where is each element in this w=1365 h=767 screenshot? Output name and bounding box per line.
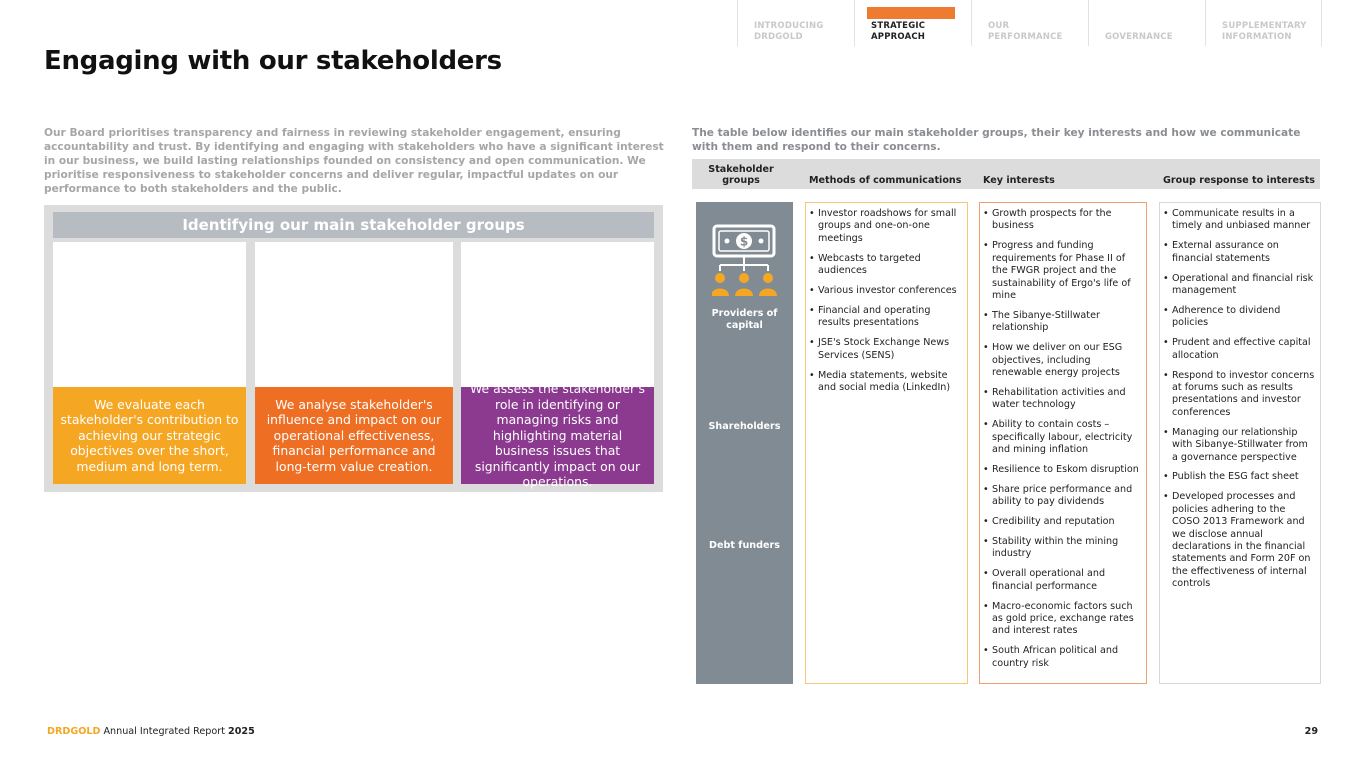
header-groups: Stakeholder groups [708, 164, 774, 186]
response-item: • Managing our relationship with Sibanye-Stillwater from a governance perspective [1172, 427, 1316, 464]
method-item: • Webcasts to targeted audiences [818, 253, 963, 278]
nav-tab-our-performance[interactable]: OUR PERFORMANCE [971, 0, 1088, 46]
nav-tab-governance[interactable]: GOVERNANCE [1088, 0, 1205, 46]
evaluate-card-text: We evaluate each stakeholder's contribution to achieving our strategic objectives over the short, medium and long term. [53, 387, 246, 484]
header-response: Group response to interests [1163, 175, 1316, 186]
analyse-card [255, 242, 453, 484]
stakeholder-group-column [696, 202, 793, 684]
page-number: 29 [1304, 726, 1318, 737]
assess-card [461, 242, 654, 490]
header-methods: Methods of communications [809, 175, 962, 186]
assess-card-text: We assess the stakeholder's role in identifying or managing risks and highlighting material business issues that significantly impact on our operations. [461, 387, 654, 484]
evaluate-card [53, 242, 246, 484]
footer-report: Annual Integrated Report [103, 726, 225, 737]
nav-tab-supplementary[interactable]: SUPPLEMENTARY INFORMATION [1205, 0, 1322, 46]
nav-tab-introducing[interactable]: INTRODUCING DRDGOLD [737, 0, 854, 46]
interest-item: • Share price performance and ability to pay dividends [992, 484, 1142, 509]
header-interests: Key interests [983, 175, 1055, 186]
group-debt-funders: Debt funders [709, 540, 780, 551]
interest-item: • Overall operational and financial performance [992, 568, 1142, 593]
nav-tab-strategic-approach[interactable]: STRATEGIC APPROACH [854, 0, 971, 46]
group-providers-of-capital: Providers of capital [711, 308, 778, 331]
response-item: • Communicate results in a timely and unbiased manner [1172, 208, 1316, 233]
footer-year: 2025 [228, 726, 255, 737]
stakeholder-identification-panel [44, 205, 663, 492]
money-people-icon [712, 224, 778, 298]
methods-column [805, 202, 968, 684]
footer-brand: DRDGOLD [47, 726, 101, 737]
interest-item: • Credibility and reputation [992, 516, 1142, 528]
interest-item: • How we deliver on our ESG objectives, including renewable energy projects [992, 342, 1142, 379]
interest-item: • Growth prospects for the business [992, 208, 1142, 233]
response-item: • Adherence to dividend policies [1172, 305, 1316, 330]
svg-text:$: $ [739, 234, 749, 249]
response-item: • Publish the ESG fact sheet [1172, 471, 1316, 483]
interest-item: • Stability within the mining industry [992, 536, 1142, 561]
page-title: Engaging with our stakeholders [44, 46, 502, 76]
method-item: • Financial and operating results presentations [818, 305, 963, 330]
panel-title: Identifying our main stakeholder groups [53, 212, 654, 238]
interest-item: • Rehabilitation activities and water technology [992, 387, 1142, 412]
response-item: • Prudent and effective capital allocation [1172, 337, 1316, 362]
response-item: • Operational and financial risk management [1172, 273, 1316, 298]
response-item: • Developed processes and policies adhering to the COSO 2013 Framework and we disclose annual declarations in the financial statements and Form 20F on the effectiveness of internal controls [1172, 491, 1316, 590]
interest-item: • Resilience to Eskom disruption [992, 464, 1142, 476]
table-intro: The table below identifies our main stakeholder groups, their key interests and how we communicate with them and respond to their concerns. [692, 127, 1301, 153]
interest-item: • South African political and country risk [992, 645, 1142, 670]
intro-paragraph: Our Board prioritises transparency and fairness in reviewing stakeholder engagement, ensuring accountability and trust. By identifying and engaging with stakeholders who have a significant interest in our business, we build lasting relationships founded on consistency and open communication. We prioritise responsiveness to stakeholder concerns and deliver regular, impactful updates on our performance to both stakeholders and the public. [44, 127, 664, 195]
method-item: • Investor roadshows for small groups and one-on-one meetings [818, 208, 963, 245]
method-item: • Various investor conferences [818, 285, 963, 297]
analyse-card-text: We analyse stakeholder's influence and impact on our operational effectiveness, financial performance and long-term value creation. [255, 387, 453, 484]
interest-item: • The Sibanye-Stillwater relationship [992, 310, 1142, 335]
group-shareholders: Shareholders [708, 421, 781, 432]
footer [47, 726, 255, 737]
response-column [1159, 202, 1321, 684]
method-item: • JSE's Stock Exchange News Services (SENS) [818, 337, 963, 362]
section-nav [737, 0, 1322, 46]
interest-item: • Macro-economic factors such as gold price, exchange rates and interest rates [992, 601, 1142, 638]
interests-column [979, 202, 1147, 684]
interest-item: • Ability to contain costs – specifically labour, electricity and mining inflation [992, 419, 1142, 456]
response-item: • External assurance on financial statements [1172, 240, 1316, 265]
method-item: • Media statements, website and social media (LinkedIn) [818, 370, 963, 395]
response-item: • Respond to investor concerns at forums such as results presentations and investor conferences [1172, 370, 1316, 420]
table-header [692, 159, 1320, 189]
interest-item: • Progress and funding requirements for Phase II of the FWGR project and the sustainability of Ergo's life of mine [992, 240, 1142, 302]
